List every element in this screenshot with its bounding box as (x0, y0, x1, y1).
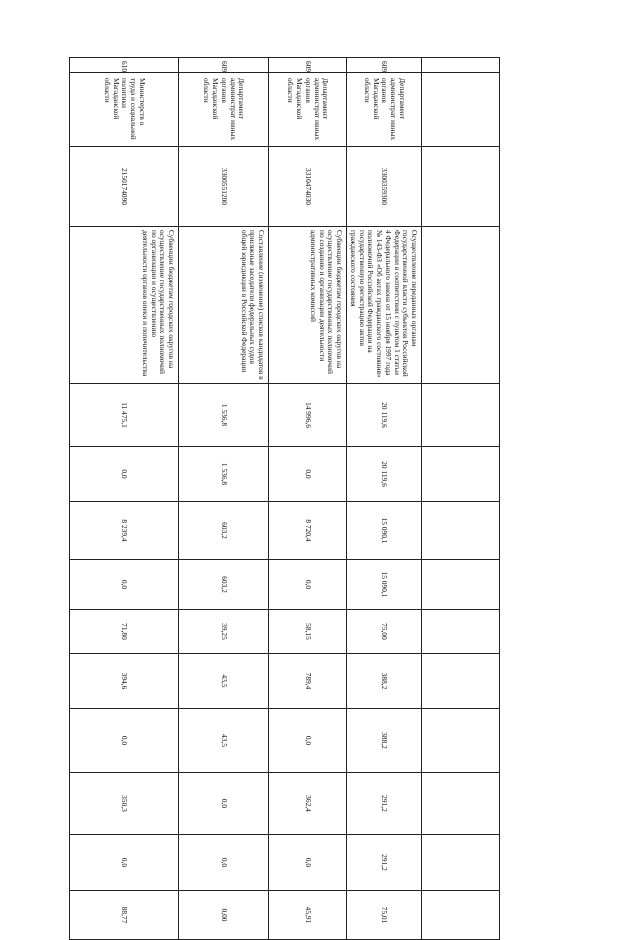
table-row (70, 58, 179, 940)
cell-code: 609 (179, 58, 269, 73)
cell-value: 0,0 (70, 835, 179, 891)
table-row-top-edge (422, 58, 500, 940)
cell-value: 388,2 (347, 654, 422, 709)
cell-value: 1 536,8 (179, 384, 269, 447)
cell-value: 15 090,1 (347, 502, 422, 560)
cell-value: 43,5 (179, 709, 269, 773)
cell-description: Составление (изменение) списков кандидатов в присяжные заседатели федеральных судов общей юрисдикции в Российской Федерации (179, 227, 269, 384)
cell-value: 43,5 (179, 654, 269, 709)
cell-value: 0,0 (70, 709, 179, 773)
cell-value: 8 239,4 (70, 502, 179, 560)
subvention-table (69, 57, 500, 940)
cell-value: 0,0 (269, 835, 347, 891)
cell-value: 362,4 (269, 773, 347, 835)
cell-value: 20 119,6 (347, 447, 422, 502)
cell-code: 609 (347, 58, 422, 73)
table-row (347, 58, 422, 940)
cell-description: Осуществление переданных органам государственной власти субъектов Российской Федерации в соответствии с пунктом 1 статьи 4 Федерального закона от 15 ноября 1997 года № 143-ФЗ «Об актах гражданского состояния» полномочий Российской Федерации на государственную регистрацию актов гражданского состояния (347, 227, 422, 384)
cell-value: 20 119,6 (347, 384, 422, 447)
cell-percent: 45,91 (269, 891, 347, 940)
cell-value: 603,2 (179, 502, 269, 560)
cell-budget-code: 3300359300 (347, 147, 422, 227)
cell-value: 603,2 (179, 560, 269, 610)
cell-percent: 88,77 (70, 891, 179, 940)
cell-value: 1 536,8 (179, 447, 269, 502)
cell-percent: 75,00 (347, 610, 422, 654)
cell-value: 0,0 (70, 560, 179, 610)
table-row (269, 58, 347, 940)
cell-value: 0,0 (70, 447, 179, 502)
cell-description: Субвенции бюджетам городских округов на осуществление государственных полномочий по созданию и организации деятельности административных комиссий (269, 227, 347, 384)
cell-value: 0,0 (269, 560, 347, 610)
cell-value: 15 090,1 (347, 560, 422, 610)
cell-code: 610 (70, 58, 179, 73)
cell-percent: 0,00 (179, 891, 269, 940)
rotated-table-wrapper (70, 57, 500, 924)
cell-value: 8 720,4 (269, 502, 347, 560)
cell-value: 394,6 (70, 654, 179, 709)
cell-organization: Департамент администрат ивных органов Магаданской области (179, 73, 269, 147)
cell-budget-code: 3310474030 (269, 147, 347, 227)
table-row (179, 58, 269, 940)
cell-percent: 75,01 (347, 891, 422, 940)
cell-value: 291,2 (347, 835, 422, 891)
cell-value: 388,2 (347, 709, 422, 773)
cell-organization: Департамент администрат ивных органов Магаданской области (269, 73, 347, 147)
cell-value: 0,0 (269, 447, 347, 502)
cell-value: 14 996,6 (269, 384, 347, 447)
cell-description: Субвенции бюджетам городских округов на осуществление государственных полномочий по организации и осуществлению деятельности органов опеки и попечительства (70, 227, 179, 384)
cell-budget-code: 3300551200 (179, 147, 269, 227)
cell-value: 0,0 (179, 835, 269, 891)
cell-organization: Департамент администрат ивных органов Магаданской области (347, 73, 422, 147)
cell-value: 350,3 (70, 773, 179, 835)
cell-code: 609 (269, 58, 347, 73)
cell-value: 0,0 (269, 709, 347, 773)
cell-value: 789,4 (269, 654, 347, 709)
cell-percent: 39,25 (179, 610, 269, 654)
cell-budget-code: 2150174090 (70, 147, 179, 227)
cell-value: 291,2 (347, 773, 422, 835)
cell-organization: Министерств о труда и социальной политики Магаданской области (70, 73, 179, 147)
cell-value: 11 475,1 (70, 384, 179, 447)
cell-value: 0,0 (179, 773, 269, 835)
cell-percent: 58,15 (269, 610, 347, 654)
cell-percent: 71,80 (70, 610, 179, 654)
